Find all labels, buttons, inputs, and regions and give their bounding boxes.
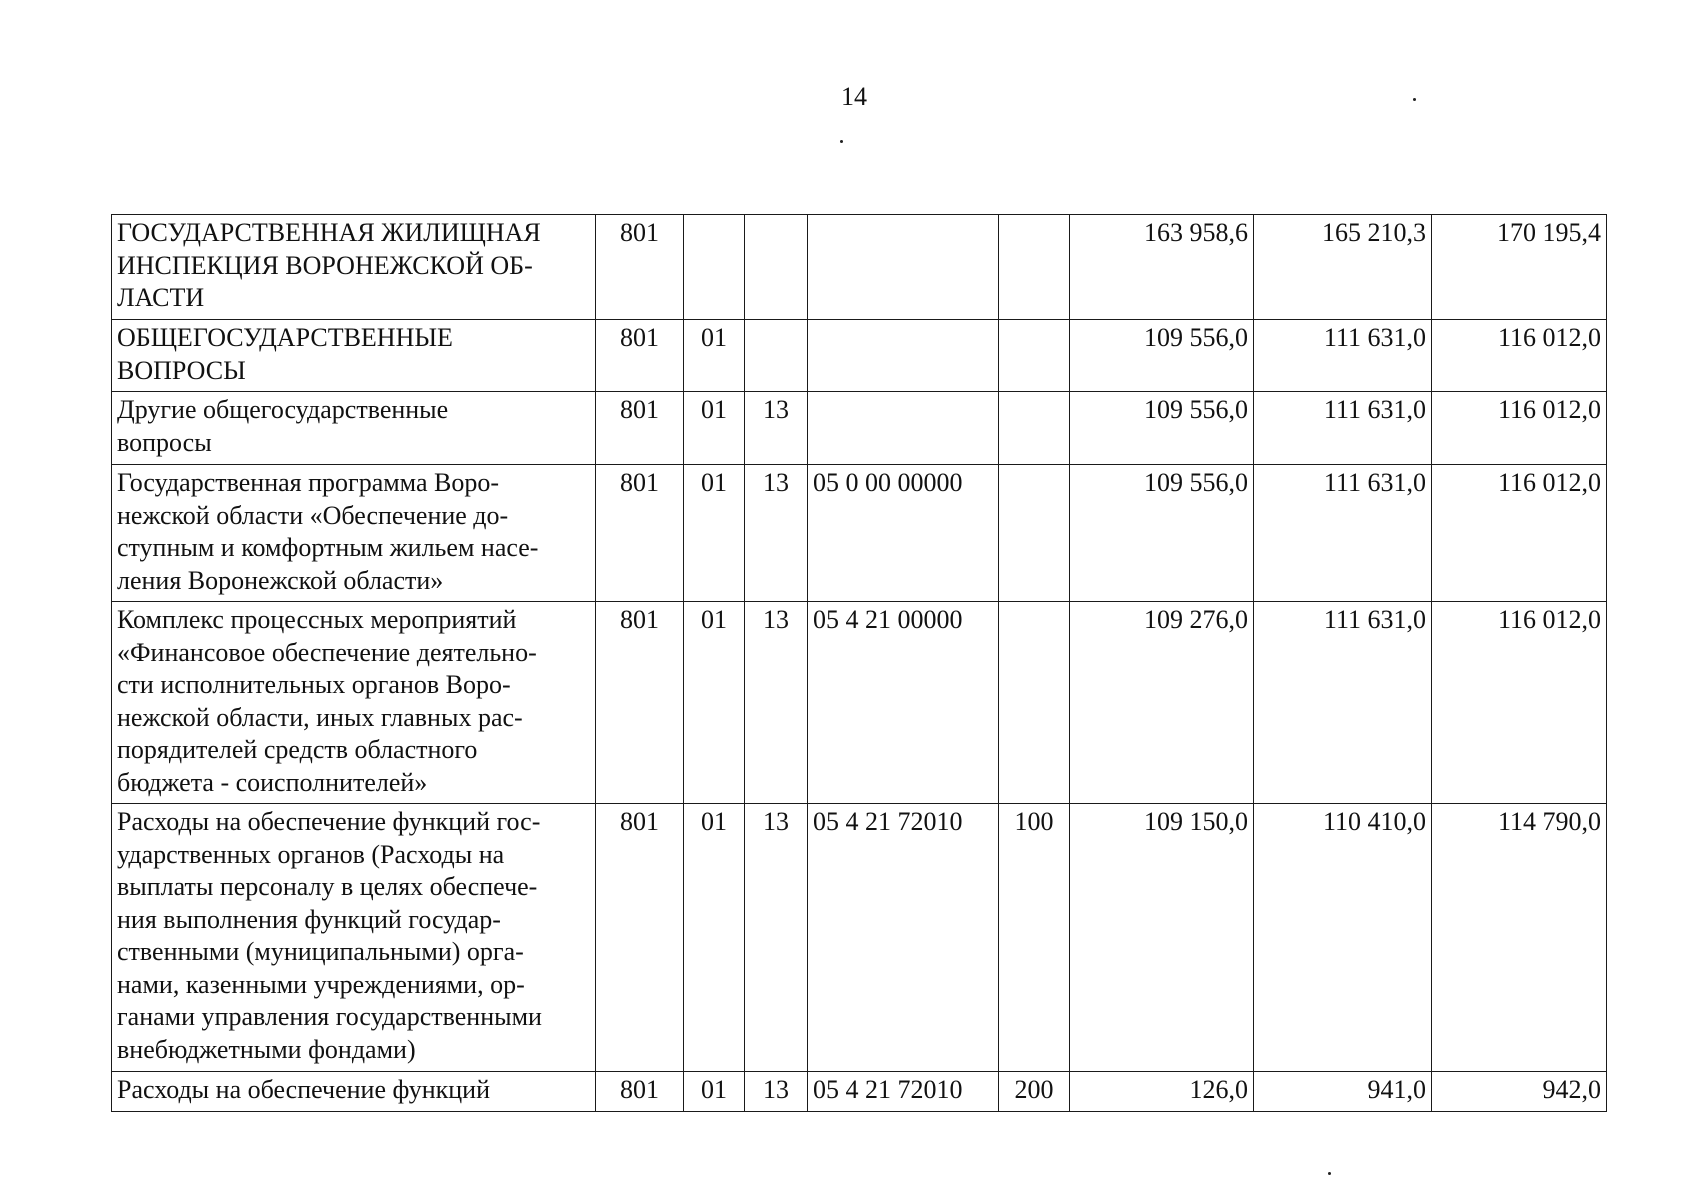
subsection-cell bbox=[745, 320, 808, 392]
row-name-cell bbox=[112, 465, 596, 602]
row-name-cell bbox=[112, 392, 596, 465]
row-name: Комплекс процессных мероприятий «Финансовое обеспечение деятельно- сти исполнительных органов Воро- нежской области, иных главных рас- порядителей средств областного бюджета - соисполнителей» bbox=[117, 605, 537, 797]
section-cell: 01 bbox=[684, 804, 745, 1072]
row-name: ОБЩЕГОСУДАРСТВЕННЫЕ ВОПРОСЫ bbox=[117, 323, 453, 385]
table-row bbox=[112, 602, 1607, 804]
row-name: Расходы на обеспечение функций bbox=[117, 1075, 491, 1104]
target-article-cell: 05 0 00 00000 bbox=[808, 465, 999, 602]
expense-type-cell bbox=[999, 602, 1070, 804]
target-article-cell: 05 4 21 72010 bbox=[808, 1072, 999, 1112]
grbs-cell: 801 bbox=[596, 392, 684, 465]
amount-year1-cell: 109 150,0 bbox=[1070, 804, 1254, 1072]
amount-year2-cell: 111 631,0 bbox=[1254, 392, 1432, 465]
table-row bbox=[112, 1072, 1607, 1112]
amount-year1-cell: 109 556,0 bbox=[1070, 320, 1254, 392]
row-name-cell bbox=[112, 320, 596, 392]
row-name: ГОСУДАРСТВЕННАЯ ЖИЛИЩНАЯ ИНСПЕКЦИЯ ВОРОНЕЖСКОЙ ОБ- ЛАСТИ bbox=[117, 218, 541, 312]
expense-type-cell: 200 bbox=[999, 1072, 1070, 1112]
amount-year2-cell: 165 210,3 bbox=[1254, 215, 1432, 320]
subsection-cell: 13 bbox=[745, 392, 808, 465]
target-article-cell: 05 4 21 00000 bbox=[808, 602, 999, 804]
scan-speck bbox=[840, 140, 843, 143]
amount-year3-cell: 116 012,0 bbox=[1432, 602, 1607, 804]
grbs-cell: 801 bbox=[596, 320, 684, 392]
table-row bbox=[112, 215, 1607, 320]
amount-year1-cell: 126,0 bbox=[1070, 1072, 1254, 1112]
row-name: Расходы на обеспечение функций гос- ударственных органов (Расходы на выплаты персоналу в целях обеспече- ния выполнения функций государ- ственными (муниципальными) орга- нами, казенными учреждениями, ор- ганами управления государственными внебюджетными фондами) bbox=[117, 807, 542, 1064]
section-cell: 01 bbox=[684, 320, 745, 392]
expense-type-cell bbox=[999, 392, 1070, 465]
section-cell: 01 bbox=[684, 602, 745, 804]
scan-speck bbox=[1328, 1172, 1331, 1175]
subsection-cell: 13 bbox=[745, 1072, 808, 1112]
budget-table bbox=[111, 214, 1607, 1112]
target-article-cell bbox=[808, 320, 999, 392]
amount-year2-cell: 111 631,0 bbox=[1254, 320, 1432, 392]
section-cell: 01 bbox=[684, 1072, 745, 1112]
expense-type-cell bbox=[999, 465, 1070, 602]
section-cell bbox=[684, 215, 745, 320]
scan-speck bbox=[1413, 98, 1416, 101]
row-name-cell bbox=[112, 1072, 596, 1112]
subsection-cell: 13 bbox=[745, 602, 808, 804]
amount-year1-cell: 163 958,6 bbox=[1070, 215, 1254, 320]
amount-year3-cell: 170 195,4 bbox=[1432, 215, 1607, 320]
amount-year3-cell: 942,0 bbox=[1432, 1072, 1607, 1112]
grbs-cell: 801 bbox=[596, 465, 684, 602]
row-name-cell bbox=[112, 215, 596, 320]
amount-year2-cell: 110 410,0 bbox=[1254, 804, 1432, 1072]
table-row bbox=[112, 465, 1607, 602]
amount-year1-cell: 109 276,0 bbox=[1070, 602, 1254, 804]
grbs-cell: 801 bbox=[596, 1072, 684, 1112]
amount-year1-cell: 109 556,0 bbox=[1070, 465, 1254, 602]
amount-year2-cell: 111 631,0 bbox=[1254, 465, 1432, 602]
subsection-cell: 13 bbox=[745, 804, 808, 1072]
row-name: Государственная программа Воро- нежской области «Обеспечение до- ступным и комфортным жильем насе- ления Воронежской области» bbox=[117, 468, 539, 595]
grbs-cell: 801 bbox=[596, 215, 684, 320]
grbs-cell: 801 bbox=[596, 804, 684, 1072]
table-row bbox=[112, 392, 1607, 465]
expense-type-cell bbox=[999, 215, 1070, 320]
expense-type-cell: 100 bbox=[999, 804, 1070, 1072]
table-row bbox=[112, 804, 1607, 1072]
target-article-cell: 05 4 21 72010 bbox=[808, 804, 999, 1072]
subsection-cell: 13 bbox=[745, 465, 808, 602]
amount-year2-cell: 941,0 bbox=[1254, 1072, 1432, 1112]
table-row bbox=[112, 320, 1607, 392]
section-cell: 01 bbox=[684, 392, 745, 465]
amount-year3-cell: 116 012,0 bbox=[1432, 465, 1607, 602]
row-name: Другие общегосударственные вопросы bbox=[117, 395, 449, 457]
amount-year3-cell: 116 012,0 bbox=[1432, 320, 1607, 392]
subsection-cell bbox=[745, 215, 808, 320]
amount-year1-cell: 109 556,0 bbox=[1070, 392, 1254, 465]
target-article-cell bbox=[808, 215, 999, 320]
section-cell: 01 bbox=[684, 465, 745, 602]
row-name-cell bbox=[112, 804, 596, 1072]
amount-year2-cell: 111 631,0 bbox=[1254, 602, 1432, 804]
amount-year3-cell: 116 012,0 bbox=[1432, 392, 1607, 465]
grbs-cell: 801 bbox=[596, 602, 684, 804]
expense-type-cell bbox=[999, 320, 1070, 392]
amount-year3-cell: 114 790,0 bbox=[1432, 804, 1607, 1072]
target-article-cell bbox=[808, 392, 999, 465]
page-number: 14 bbox=[841, 82, 867, 111]
row-name-cell bbox=[112, 602, 596, 804]
